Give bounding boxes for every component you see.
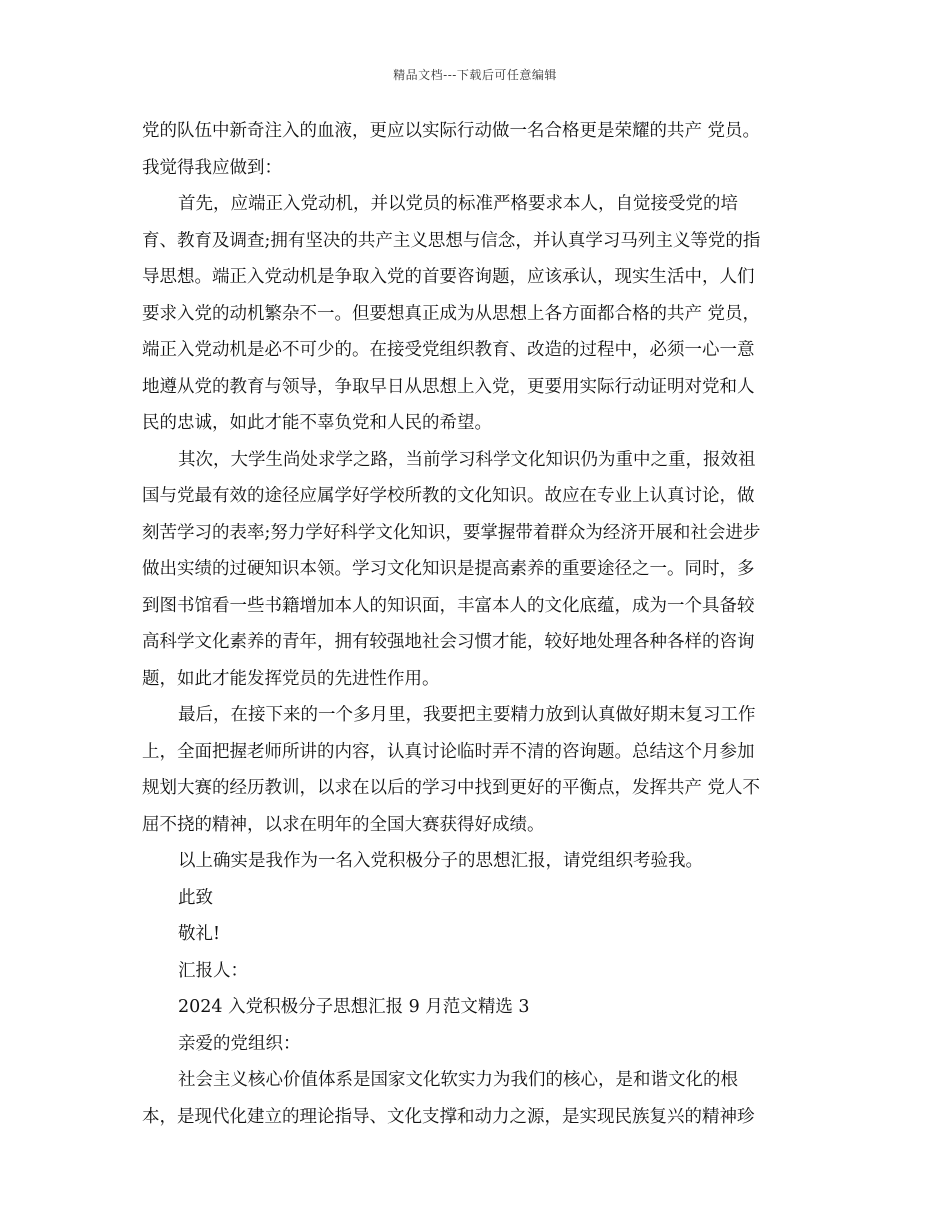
text-line: 国与党最有效的途径应属学好学校所教的文化知识。故应在专业上认真讨论，做 (142, 486, 755, 506)
text-line: 高科学文化素养的青年，拥有较强地社会习惯才能，较好地处理各种各样的咨询 (142, 632, 755, 652)
text-line: 其次，大学生尚处求学之路，当前学习科学文化知识仍为重中之重，报效祖 (178, 449, 756, 470)
text-line: 端正入党动机是必不可少的。在接受党组织教育、改造的过程中，必须一心一意 (142, 340, 755, 360)
text-line: 此致 (178, 887, 213, 908)
text-line: 地遵从党的教育与领导，争取早日从思想上入党，更要用实际行动证明对党和人 (142, 376, 755, 397)
document-body (142, 113, 806, 1135)
page-header: 精品文档---下载后可任意编辑 (393, 68, 557, 82)
text-line: 做出实绩的过硬知识本领。学习文化知识是提高素养的重要途径之一。同时，多 (142, 559, 755, 579)
text-line: 屈不挠的精神，以求在明年的全国大赛获得好成绩。 (142, 814, 545, 835)
text-line: 要求入党的动机繁杂不一。但要想真正成为从思想上各方面都合格的共产 党员， (142, 303, 761, 324)
text-line: 上，全面把握老师所讲的内容，认真讨论临时弄不清的咨询题。总结这个月参加 (142, 741, 755, 762)
text-line: 2024 入党积极分子思想汇报 9 月范文精选 3 (178, 997, 530, 1017)
text-line: 本，是现代化建立的理论指导、文化支撑和动力之源，是实现民族复兴的精神珍 (142, 1106, 755, 1127)
text-line: 我觉得我应做到： (142, 157, 282, 178)
text-line: 民的忠诚，如此才能不辜负党和人民的希望。 (142, 413, 492, 433)
text-line: 社会主义核心价值体系是国家文化软实力为我们的核心，是和谐文化的根 (178, 1070, 738, 1090)
text-line: 敬礼! (178, 924, 221, 944)
text-line: 刻苦学习的表率;努力学好科学文化知识，要掌握带着群众为经济开展和社会进步 (142, 522, 761, 543)
text-line: 导思想。端正入党动机是争取入党的首要咨询题，应该承认，现实生活中，人们 (142, 267, 755, 287)
text-line: 最后，在接下来的一个多月里，我要把主要精力放到认真做好期末复习工作 (178, 705, 756, 725)
text-line: 亲爱的党组织： (178, 1033, 301, 1054)
text-line: 首先，应端正入党动机，并以党员的标准严格要求本人，自觉接受党的培 (178, 194, 738, 214)
text-line: 题，如此才能发挥党员的先进性作用。 (142, 668, 440, 689)
text-line: 到图书馆看一些书籍增加本人的知识面，丰富本人的文化底蕴，成为一个具备较 (142, 595, 755, 616)
text-line: 以上确实是我作为一名入党积极分子的思想汇报，请党组织考验我。 (178, 851, 703, 871)
text-line: 汇报人： (178, 960, 248, 981)
text-line: 育、教育及调查;拥有坚决的共产主义思想与信念，并认真学习马列主义等党的指 (142, 230, 761, 251)
text-line: 党的队伍中新奇注入的血液，更应以实际行动做一名合格更是荣耀的共产 党员。 (142, 121, 761, 141)
text-line: 规划大赛的经历教训，以求在以后的学习中找到更好的平衡点，发挥共产 党人不 (142, 778, 761, 798)
